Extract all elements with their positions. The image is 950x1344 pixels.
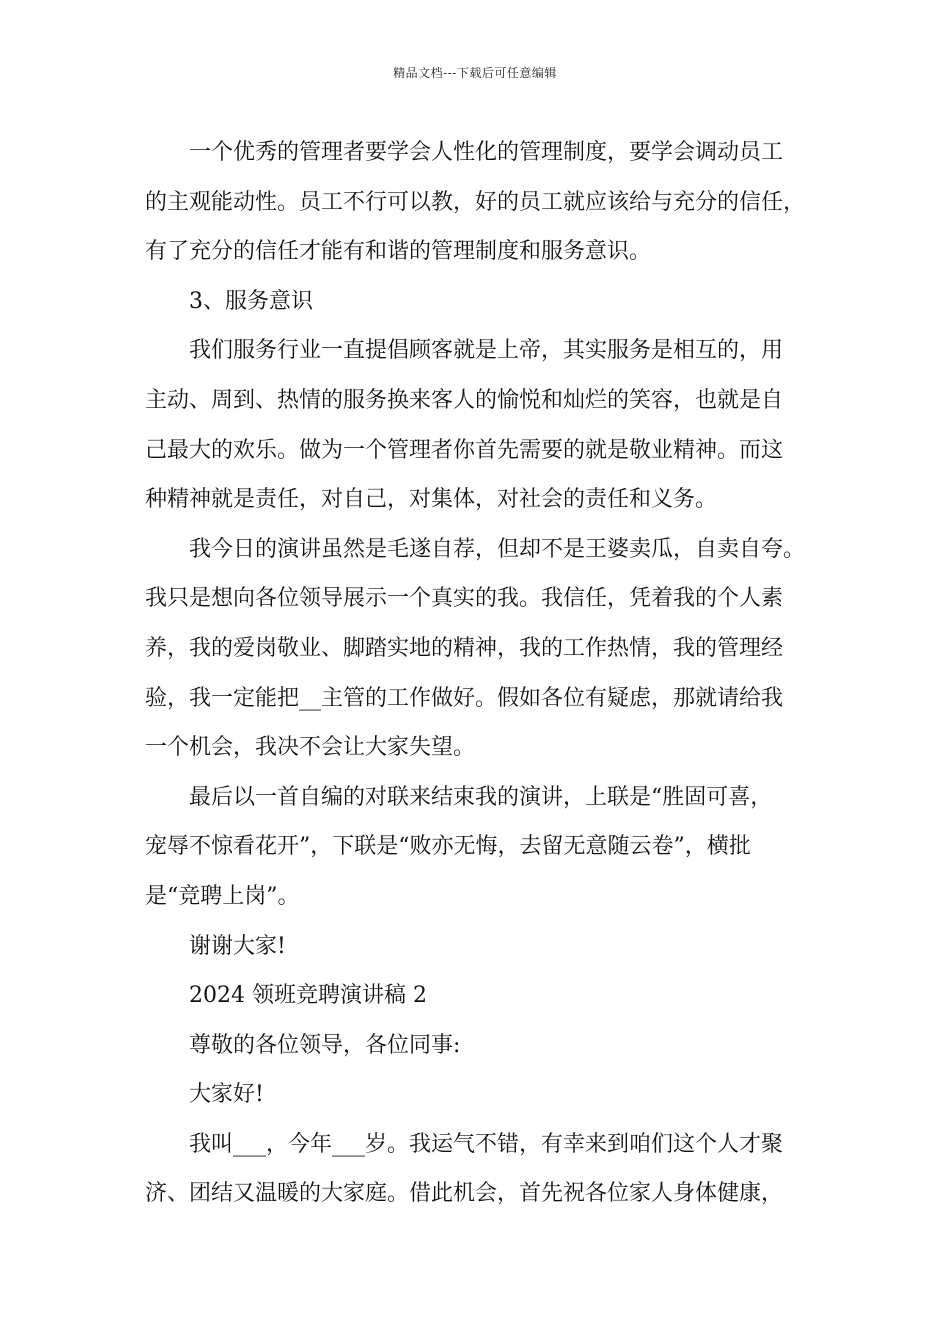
document-body: [145, 128, 825, 1219]
paragraph-line: 养，我的爱岗敬业、脚踏实地的精神，我的工作热情，我的管理经: [145, 635, 784, 661]
paragraph-line: 验，我一定能把__主管的工作做好。假如各位有疑虑，那就请给我: [145, 685, 784, 711]
paragraph-line: 主动、周到、热情的服务换来客人的愉悦和灿烂的笑容，也就是自: [145, 387, 784, 413]
paragraph-line: 我们服务行业一直提倡顾客就是上帝，其实服务是相互的，用: [189, 338, 784, 364]
document-title: 2024 领班竞聘演讲稿 2: [189, 983, 427, 1009]
paragraph-line: 一个优秀的管理者要学会人性化的管理制度，要学会调动员工: [189, 140, 784, 165]
paragraph-line: 宠辱不惊看花开”，下联是“败亦无悔，去留无意随云卷”，横批: [145, 834, 751, 860]
paragraph-line: 种精神就是责任，对自己，对集体，对社会的责任和义务。: [145, 487, 718, 513]
paragraph-line: 谢谢大家!: [189, 933, 286, 959]
paragraph-line: 的主观能动性。员工不行可以教，好的员工就应该给与充分的信任，: [145, 189, 806, 215]
paragraph-line: 济、团结又温暖的大家庭。借此机会，首先祝各位家人身体健康，: [145, 1181, 784, 1207]
paragraph-line: 有了充分的信任才能有和谐的管理制度和服务意识。: [145, 239, 652, 265]
paragraph-line: 己最大的欢乐。做为一个管理者你首先需要的就是敬业精神。而这: [145, 437, 784, 463]
section-heading: 3、服务意识: [189, 288, 313, 314]
paragraph-line: 我叫___，今年___岁。我运气不错，有幸来到咱们这个人才聚: [189, 1131, 784, 1157]
greeting: 大家好!: [189, 1082, 264, 1108]
paragraph-line: 是“竞聘上岗”。: [145, 883, 300, 909]
page-header: 精品文档---下载后可任意编辑: [393, 66, 557, 80]
salutation: 尊敬的各位领导，各位同事:: [189, 1032, 461, 1058]
paragraph-line: 最后以一首自编的对联来结束我的演讲，上联是“胜固可喜，: [189, 784, 773, 810]
paragraph-line: 我只是想向各位领导展示一个真实的我。我信任，凭着我的个人素: [145, 586, 784, 612]
paragraph-line: 一个机会，我决不会让大家失望。: [145, 735, 476, 761]
paragraph-line: 我今日的演讲虽然是毛遂自荐，但却不是王婆卖瓜，自卖自夸。: [189, 536, 806, 562]
